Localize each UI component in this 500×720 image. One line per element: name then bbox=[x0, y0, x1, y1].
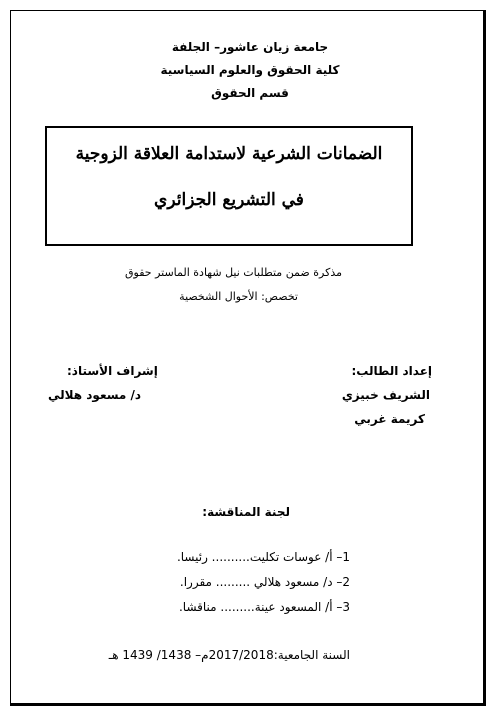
supervisor-name: د/ مسعود هلالي bbox=[48, 388, 142, 402]
thesis-title-line-2: في التشريع الجزائري bbox=[154, 190, 304, 210]
academic-year: السنة الجامعية:2017/2018م– 1438/ 1439 هـ bbox=[108, 648, 350, 662]
department-name: قسم الحقوق bbox=[211, 86, 289, 100]
thesis-title-line-1: الضمانات الشرعية لاستدامة العلاقة الزوجية bbox=[75, 144, 383, 164]
faculty-name: كلية الحقوق والعلوم السياسية bbox=[160, 63, 340, 77]
memo-purpose: مذكرة ضمن متطلبات نيل شهادة الماستر حقوق bbox=[124, 266, 342, 279]
committee-member-2: 2– د/ مسعود هلالي ......... مقررا. bbox=[179, 575, 350, 589]
title-box bbox=[45, 126, 413, 246]
student-name-2: كريمة غربي bbox=[354, 412, 425, 426]
university-name: جامعة زيان عاشور– الجلفة bbox=[171, 40, 329, 54]
memo-specialty: تخصص: الأحوال الشخصية bbox=[179, 290, 298, 303]
committee-member-1: 1– أ/ عوسات تكليت.......... رئيسا. bbox=[176, 550, 350, 564]
committee-member-3: 3– أ/ المسعود عينة......... مناقشا. bbox=[178, 600, 350, 614]
supervisor-label: إشراف الأستاذ: bbox=[67, 364, 158, 378]
committee-title: لجنة المناقشة: bbox=[202, 505, 290, 519]
students-label: إعداد الطالب: bbox=[351, 364, 432, 378]
student-name-1: الشريف خبيزي bbox=[341, 388, 430, 402]
